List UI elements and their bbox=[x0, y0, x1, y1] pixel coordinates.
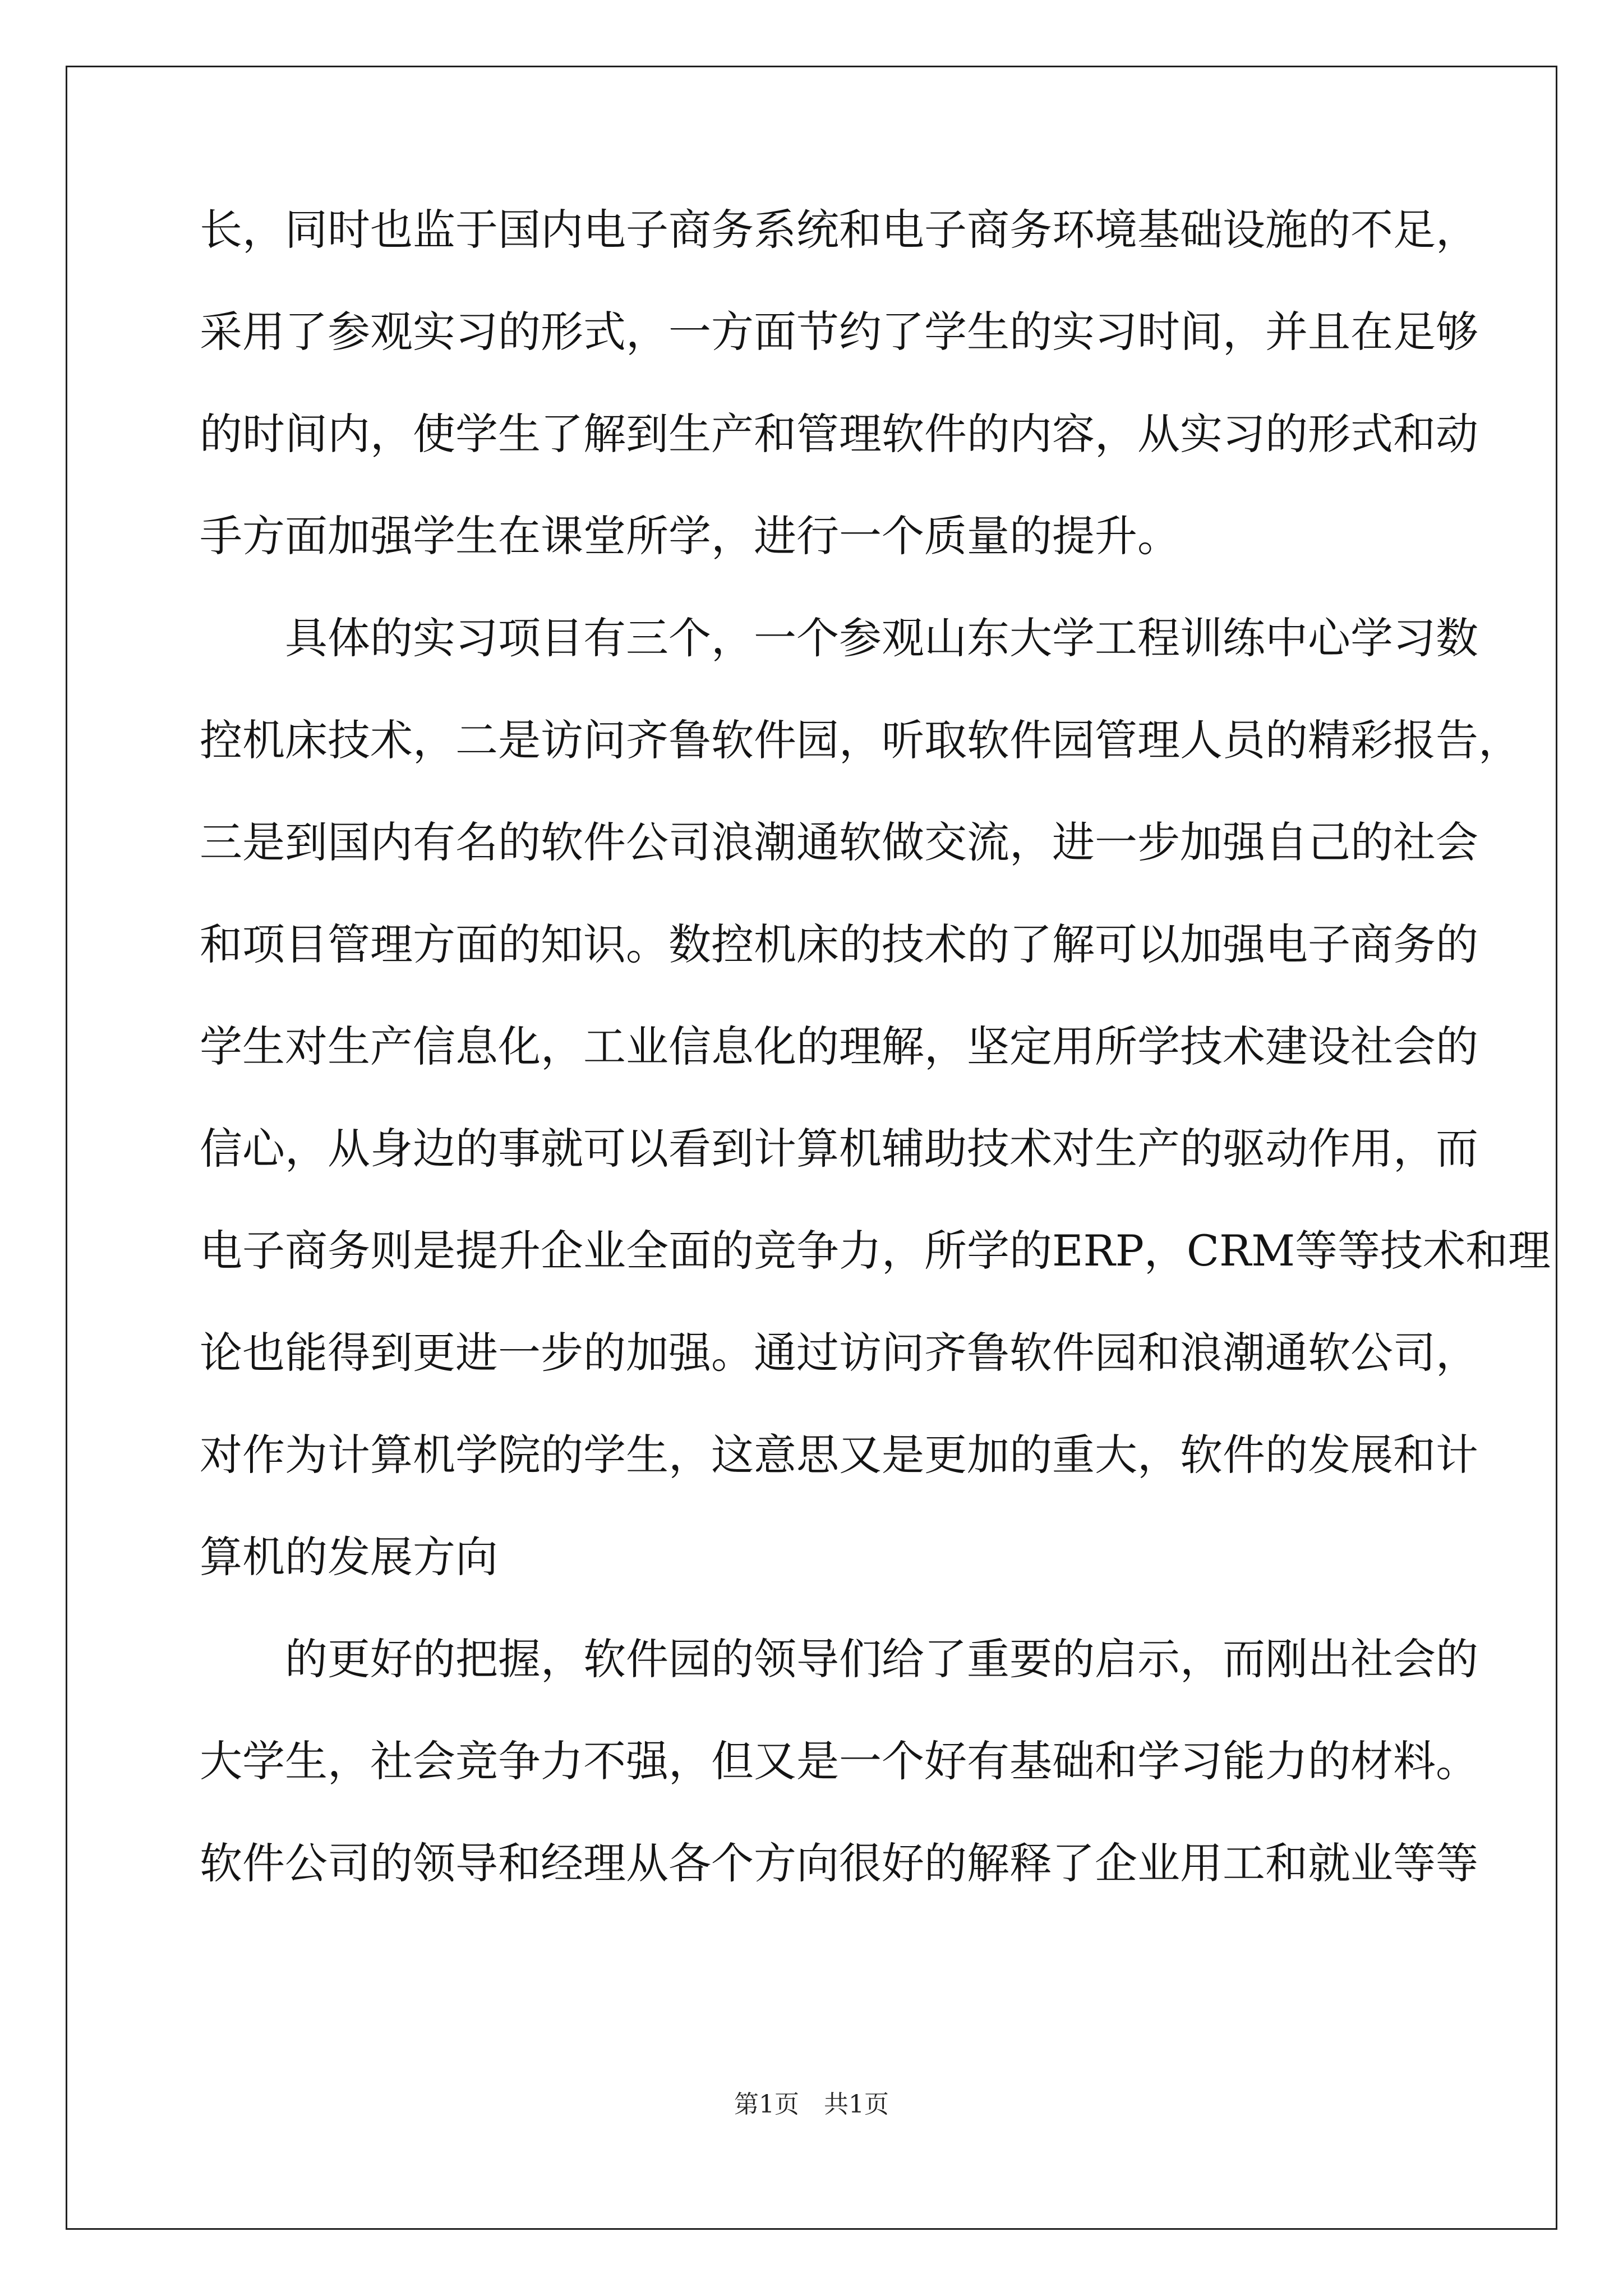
text-line-indented: 的更好的把握，软件园的领导们给了重要的启示，而刚出社会的 bbox=[285, 1634, 1478, 1684]
text-line: 对作为计算机学院的学生，这意思又是更加的重大，软件的发展和计 bbox=[200, 1430, 1478, 1480]
text-line: 采用了参观实习的形式，一方面节约了学生的实习时间，并且在足够 bbox=[200, 307, 1478, 357]
text-line: 软件公司的领导和经理从各个方向很好的解释了企业用工和就业等等 bbox=[200, 1838, 1478, 1888]
text-line: 电子商务则是提升企业全面的竞争力，所学的ERP，CRM等等技术和理 bbox=[200, 1226, 1551, 1276]
text-line: 长，同时也监于国内电子商务系统和电子商务环境基础设施的不足， bbox=[200, 205, 1478, 255]
text-line: 算机的发展方向 bbox=[200, 1532, 498, 1582]
text-line: 论也能得到更进一步的加强。通过访问齐鲁软件园和浪潮通软公司， bbox=[200, 1328, 1478, 1378]
text-line: 控机床技术，二是访问齐鲁软件园，听取软件园管理人员的精彩报告， bbox=[200, 715, 1521, 765]
page-number: 第1页 共1页 bbox=[734, 2090, 889, 2119]
text-line: 信心，从身边的事就可以看到计算机辅助技术对生产的驱动作用，而 bbox=[200, 1124, 1478, 1174]
text-line: 大学生，社会竞争力不强，但又是一个好有基础和学习能力的材料。 bbox=[200, 1736, 1478, 1786]
text-line: 学生对生产信息化，工业信息化的理解，坚定用所学技术建设社会的 bbox=[200, 1022, 1478, 1071]
text-line-indented: 具体的实习项目有三个，一个参观山东大学工程训练中心学习数 bbox=[285, 613, 1478, 663]
text-line: 三是到国内有名的软件公司浪潮通软做交流，进一步加强自己的社会 bbox=[200, 817, 1478, 867]
text-line: 和项目管理方面的知识。数控机床的技术的了解可以加强电子商务的 bbox=[200, 919, 1478, 969]
text-line: 的时间内，使学生了解到生产和管理软件的内容，从实习的形式和动 bbox=[200, 409, 1478, 459]
text-line: 手方面加强学生在课堂所学，进行一个质量的提升。 bbox=[200, 511, 1180, 561]
